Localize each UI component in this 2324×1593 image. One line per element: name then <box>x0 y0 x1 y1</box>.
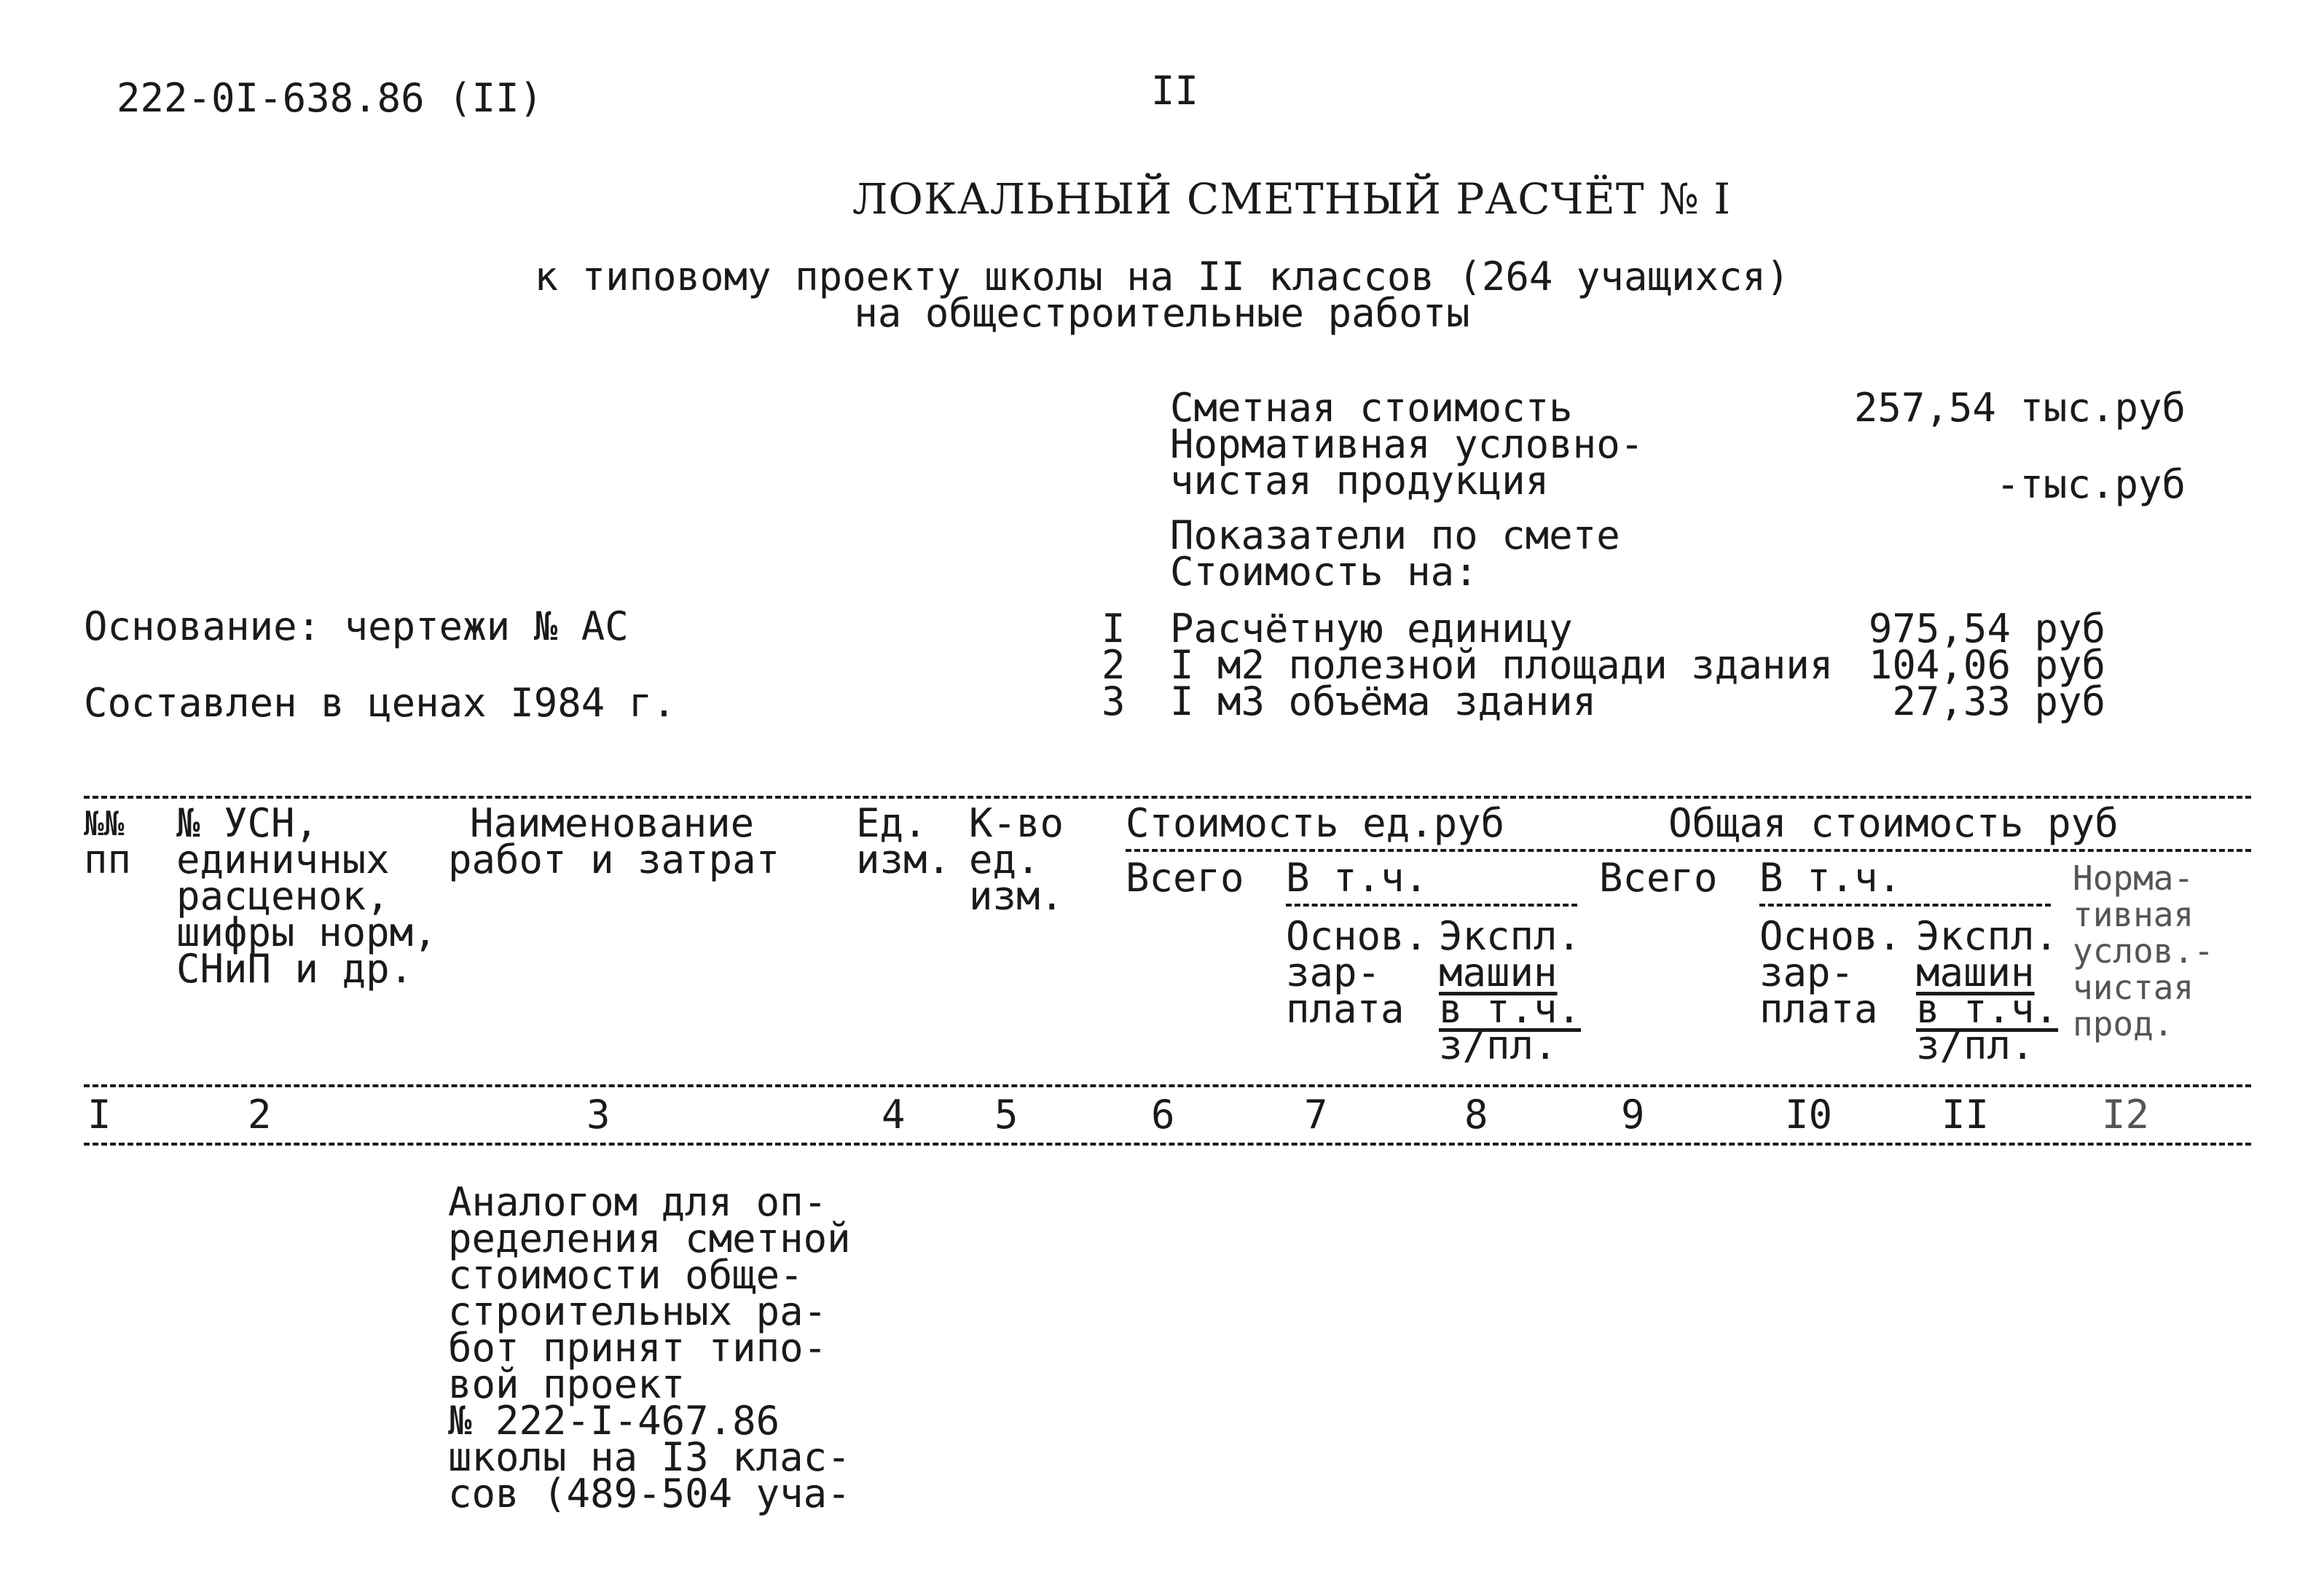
total-wage-header-line: Основ. <box>1759 913 1902 959</box>
unit-incl-rule <box>1286 904 1577 907</box>
indicator-number: 3 <box>1102 678 1126 724</box>
col2-header-line: шифры норм, <box>176 909 437 955</box>
column-number: 4 <box>882 1092 906 1138</box>
body-text-line: сов (489-504 уча- <box>448 1471 851 1516</box>
total-wage-header-line: зар- <box>1759 950 1855 995</box>
unit-incl-header: В т.ч. <box>1286 855 1429 901</box>
indicator-label: I м3 объёма здания <box>1170 678 1597 724</box>
normative-label-2: чистая продукция <box>1170 458 1550 504</box>
indicators-label: Показатели по смете <box>1170 512 1620 558</box>
body-text-line: строительных ра- <box>448 1288 828 1334</box>
total-incl-header: В т.ч. <box>1759 855 1902 901</box>
column-number: 9 <box>1621 1092 1645 1138</box>
col3-header-line: Наименование <box>470 800 755 846</box>
cost-label: Сметная стоимость <box>1170 385 1573 431</box>
basis-text: Основание: чертежи № АС <box>84 603 629 649</box>
table-top-rule <box>84 796 2251 799</box>
unit-total-header: Всего <box>1126 855 1244 901</box>
body-text-line: школы на I3 клас- <box>448 1434 851 1480</box>
column-number: 6 <box>1151 1092 1175 1138</box>
col2-header-line: № УСН, <box>176 800 319 846</box>
unit-machines-header-line: машин <box>1439 950 1558 995</box>
column-number: 3 <box>586 1092 611 1138</box>
indicator-number: I <box>1102 606 1126 651</box>
column-number: 5 <box>994 1092 1018 1138</box>
indicator-value: 104,06 руб <box>1868 642 2105 688</box>
document-title: ЛОКАЛЬНЫЙ СМЕТНЫЙ РАСЧЁТ № I <box>852 174 1732 224</box>
document-subtitle-line2: на общестроительные работы <box>854 290 1470 336</box>
column-number: 2 <box>248 1092 272 1138</box>
unit-wage-header-line: зар- <box>1286 950 1381 995</box>
total-machines-header-line: машин <box>1916 950 2035 995</box>
total-machines-header-line: Экспл. <box>1916 913 2059 959</box>
normative-header-line: Норма- <box>2073 858 2194 898</box>
prices-text: Составлен в ценах I984 г. <box>84 680 676 726</box>
column-number: I2 <box>2102 1092 2150 1138</box>
page-number: II <box>1151 68 1199 114</box>
column-number: I0 <box>1785 1092 1833 1138</box>
unit-wage-header-line: плата <box>1286 986 1405 1032</box>
col5-header-line: К-во <box>969 800 1064 846</box>
col2-header-line: единичных <box>176 837 390 882</box>
unit-cost-group-header: Стоимость ед.руб <box>1126 800 1505 846</box>
header-bottom-rule <box>84 1084 2251 1087</box>
col5-header-line: изм. <box>969 873 1064 919</box>
body-text-line: № 222-I-467.86 <box>448 1398 780 1444</box>
column-number: 7 <box>1304 1092 1328 1138</box>
body-text-line: стоимости обще- <box>448 1252 804 1298</box>
col1-header-line: пп <box>84 837 132 882</box>
normative-header-line: тивная <box>2073 895 2194 934</box>
column-numbers-rule <box>84 1143 2251 1146</box>
total-machines-header-line: в т.ч. <box>1916 986 2059 1032</box>
indicator-number: 2 <box>1102 642 1126 688</box>
total-machines-header-line: з/пл. <box>1916 1022 2035 1068</box>
normative-label-1: Нормативная условно- <box>1170 421 1644 467</box>
normative-header-line: чистая <box>2073 968 2194 1007</box>
body-text-line: ределения сметной <box>448 1216 851 1261</box>
total-cost-group-header: Общая стоимость руб <box>1668 800 2119 846</box>
col3-header-line: работ и затрат <box>448 837 780 882</box>
normative-header-line: услов.- <box>2073 931 2214 971</box>
unit-wage-header-line: Основ. <box>1286 913 1429 959</box>
cost-per-label: Стоимость на: <box>1170 549 1478 595</box>
col2-header-line: СНиП и др. <box>176 946 414 992</box>
grand-total-header: Всего <box>1599 855 1718 901</box>
unit-machines-header-line: з/пл. <box>1439 1022 1558 1068</box>
indicator-value: 27,33 руб <box>1892 678 2105 724</box>
document-subtitle-line1: к типовому проекту школы на II классов (264 учащихся) <box>534 254 1790 300</box>
unit-machines-header-line: Экспл. <box>1439 913 1582 959</box>
cost-group-rule <box>1126 849 2251 852</box>
col5-header-line: ед. <box>969 837 1040 882</box>
normative-value: -тыс.руб <box>1995 461 2186 507</box>
col4-header-line: Ед. <box>856 800 927 846</box>
unit-machines-header-line: в т.ч. <box>1439 986 1582 1032</box>
document-code: 222-0I-638.86 (II) <box>117 75 543 121</box>
normative-header-line: прод. <box>2073 1004 2174 1044</box>
body-text-line: бот принят типо- <box>448 1325 828 1371</box>
body-text-line: Аналогом для оп- <box>448 1179 828 1225</box>
total-incl-rule <box>1759 904 2051 907</box>
col1-header-line: №№ <box>84 804 125 843</box>
indicator-value: 975,54 руб <box>1868 606 2105 651</box>
col2-header-line: расценок, <box>176 873 390 919</box>
column-number: I <box>87 1092 111 1138</box>
body-text-line: вой проект <box>448 1361 686 1407</box>
indicator-label: Расчётную единицу <box>1170 606 1573 651</box>
indicator-label: I м2 полезной площади здания <box>1170 642 1834 688</box>
column-number: 8 <box>1464 1092 1488 1138</box>
cost-value: 257,54 тыс.руб <box>1853 385 2186 431</box>
column-number: II <box>1942 1092 1990 1138</box>
total-wage-header-line: плата <box>1759 986 1878 1032</box>
col4-header-line: изм. <box>856 837 951 882</box>
